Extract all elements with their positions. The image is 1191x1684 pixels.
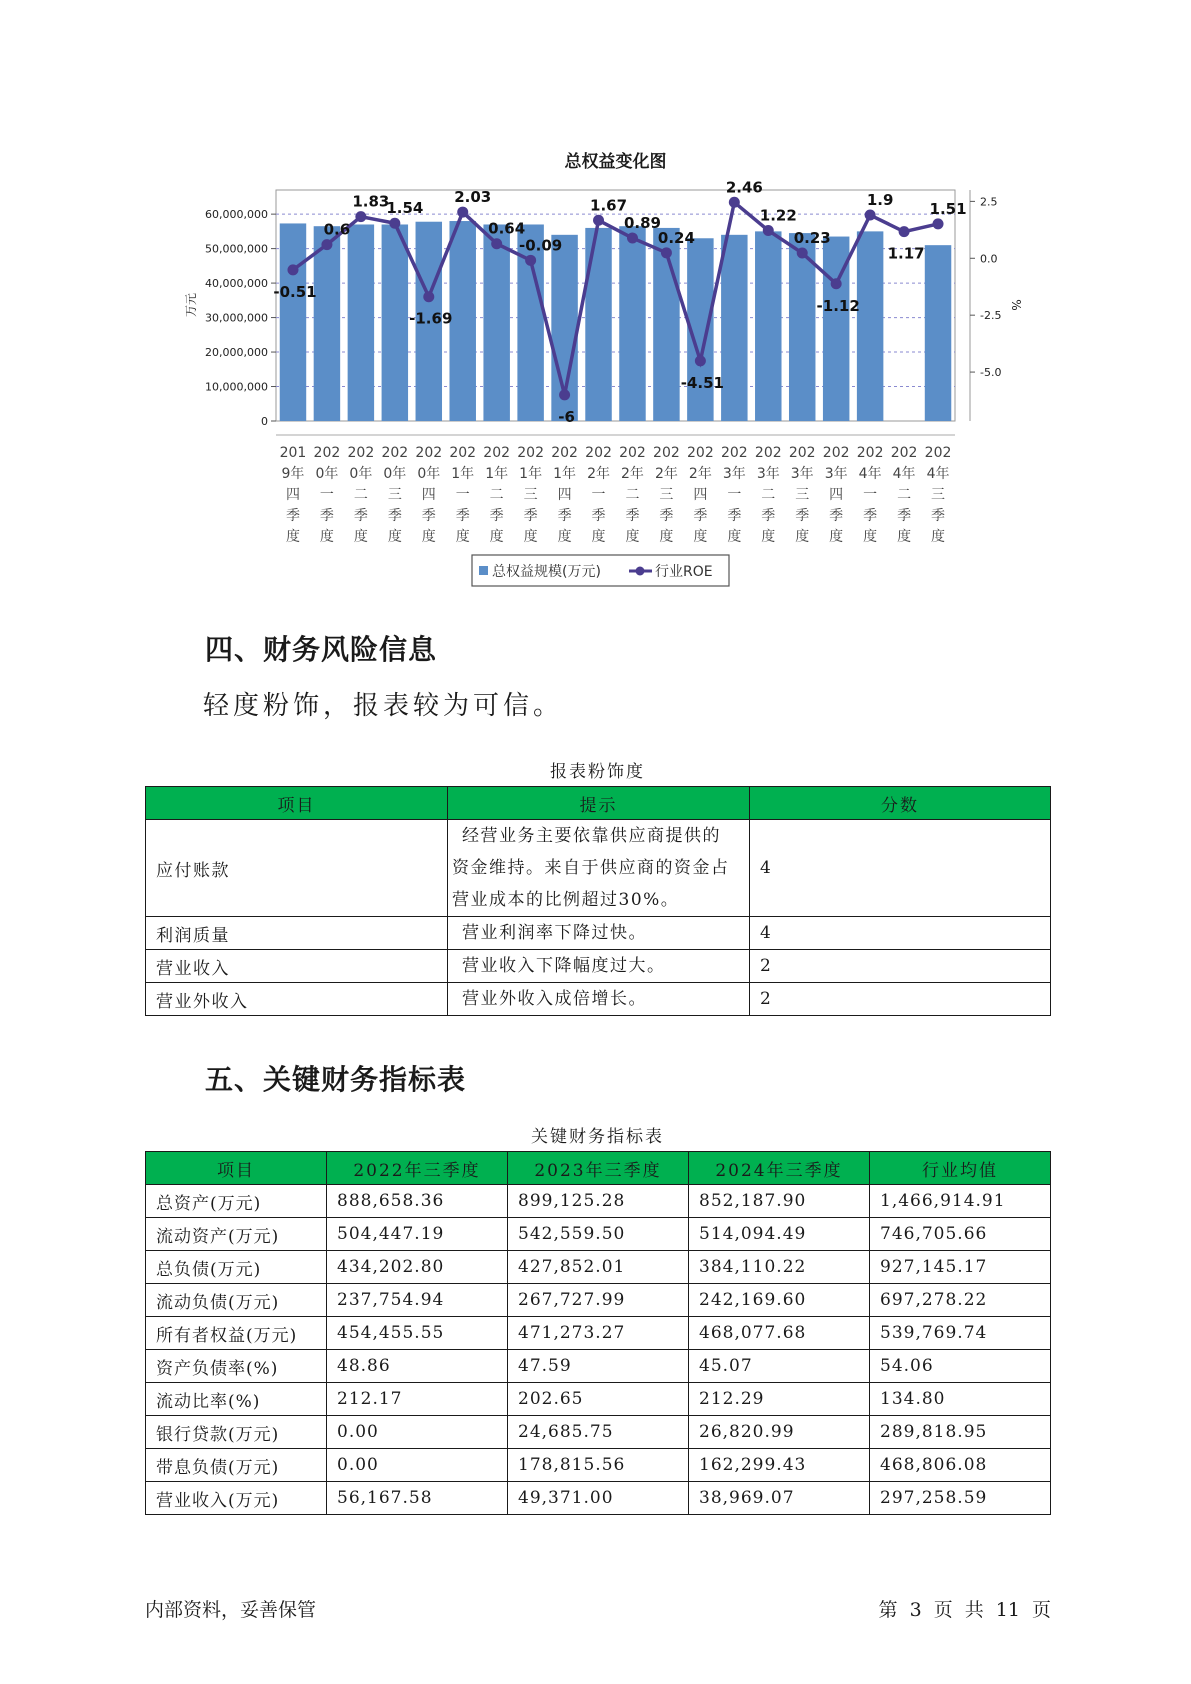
value-2024q3: 45.07	[689, 1350, 870, 1383]
risk-tip	[448, 917, 750, 950]
value-2022q3: 0.00	[327, 1449, 508, 1482]
x-tick-label: 202	[483, 445, 511, 461]
legend-line-label: 行业ROE	[655, 564, 713, 580]
equity-chart-svg	[0, 0, 1191, 600]
header-item: 项目	[146, 1152, 327, 1185]
roe-point	[797, 248, 808, 259]
roe-point	[593, 215, 604, 226]
x-tick-label: 季	[455, 508, 470, 524]
roe-point	[831, 278, 842, 289]
bar	[348, 224, 374, 421]
value-2024q3: 38,969.07	[689, 1482, 870, 1515]
roe-data-label: 1.17	[887, 244, 925, 263]
roe-data-label: 1.22	[759, 206, 797, 225]
risk-tip-line: 营业利润率下降过快。	[462, 923, 647, 943]
footer-confidential: 内部资料，妥善保管	[145, 1599, 317, 1621]
table-row	[146, 1185, 1051, 1218]
value-2024q3: 242,169.60	[689, 1284, 870, 1317]
y2-tick-label: 2.5	[980, 195, 998, 209]
roe-point	[729, 197, 740, 208]
table-row	[146, 950, 1051, 983]
value-2022q3: 888,658.36	[327, 1185, 508, 1218]
roe-point	[695, 355, 706, 366]
bar	[280, 223, 306, 421]
value-2023q3: 47.59	[508, 1350, 689, 1383]
table-row	[146, 1251, 1051, 1284]
x-tick-label: 一	[319, 487, 334, 503]
key-table-header	[146, 1152, 1051, 1185]
x-tick-label: 度	[557, 529, 572, 545]
value-industry-avg: 297,258.59	[870, 1482, 1051, 1515]
roe-data-label: 0.23	[793, 229, 831, 248]
metric-name: 资产负债率(%)	[146, 1350, 327, 1383]
risk-tip	[448, 950, 750, 983]
bar	[382, 224, 408, 421]
x-tick-label: 202	[687, 445, 714, 461]
roe-point	[287, 264, 298, 275]
table-row	[146, 1482, 1051, 1515]
risk-item: 利润质量	[146, 917, 448, 950]
x-tick-label: 二	[353, 487, 368, 503]
x-tick-label: 一	[455, 487, 470, 503]
roe-data-label: 0.89	[623, 214, 661, 233]
y-tick-label: 60,000,000	[205, 208, 268, 222]
value-industry-avg: 134.80	[870, 1383, 1051, 1416]
table-row	[146, 917, 1051, 950]
value-2023q3: 899,125.28	[508, 1185, 689, 1218]
x-tick-label: 4年	[926, 466, 950, 482]
roe-point	[389, 218, 400, 229]
metric-name: 总负债(万元)	[146, 1251, 327, 1284]
header-tip: 提示	[448, 787, 750, 820]
value-2022q3: 454,455.55	[327, 1317, 508, 1350]
x-tick-label: 一	[863, 487, 878, 503]
value-2022q3: 0.00	[327, 1416, 508, 1449]
bar	[483, 224, 509, 421]
roe-data-label: 2.03	[454, 188, 492, 207]
x-tick-label: 四	[285, 487, 300, 503]
x-tick-label: 一	[591, 487, 606, 503]
roe-point	[661, 247, 672, 258]
table-row	[146, 1449, 1051, 1482]
x-tick-label: 0年	[383, 466, 407, 482]
x-tick-label: 季	[761, 508, 776, 524]
roe-data-label: 2.46	[725, 178, 763, 197]
risk-score: 4	[750, 917, 1051, 950]
x-tick-label: 202	[856, 445, 884, 461]
x-tick-label: 度	[285, 529, 300, 545]
bar	[585, 228, 611, 421]
x-tick-label: 度	[353, 529, 368, 545]
x-tick-label: 度	[319, 529, 334, 545]
value-2024q3: 212.29	[689, 1383, 870, 1416]
x-tick-label: 四	[557, 487, 572, 503]
x-tick-label: 4年	[892, 466, 916, 482]
roe-point	[627, 233, 638, 244]
x-tick-label: 0年	[315, 466, 339, 482]
roe-point	[933, 218, 944, 229]
roe-point	[865, 210, 876, 221]
x-tick-label: 季	[285, 508, 300, 524]
roe-data-label: -6	[558, 407, 575, 426]
metric-name: 流动资产(万元)	[146, 1218, 327, 1251]
value-2024q3: 468,077.68	[689, 1317, 870, 1350]
header-2024q3: 2024年三季度	[689, 1152, 870, 1185]
x-tick-label: 1年	[519, 466, 543, 482]
roe-point	[899, 226, 910, 237]
key-financial-table	[145, 1151, 1051, 1515]
legend-bar-swatch	[479, 566, 488, 575]
table-row	[146, 1350, 1051, 1383]
x-tick-label: 四	[829, 487, 844, 503]
x-tick-label: 1年	[485, 466, 509, 482]
x-tick-label: 季	[421, 508, 436, 524]
roe-point	[559, 389, 570, 400]
x-tick-label: 202	[585, 445, 612, 461]
x-tick-label: 9年	[281, 466, 305, 482]
roe-data-label: -1.12	[816, 296, 860, 315]
x-tick-label: 三	[387, 487, 402, 503]
table-row	[146, 1284, 1051, 1317]
x-tick-label: 3年	[722, 466, 746, 482]
risk-tip-line: 营业收入下降幅度过大。	[462, 956, 666, 976]
x-tick-label: 季	[931, 508, 946, 524]
x-tick-label: 202	[517, 445, 544, 461]
x-tick-label: 二	[489, 487, 504, 503]
x-tick-label: 季	[557, 508, 572, 524]
roe-data-label: 0.24	[657, 228, 695, 247]
legend-line-marker	[636, 567, 645, 576]
x-tick-label: 三	[931, 487, 946, 503]
x-tick-label: 二	[625, 487, 640, 503]
x-tick-label: 季	[693, 508, 708, 524]
value-2023q3: 542,559.50	[508, 1218, 689, 1251]
x-tick-label: 度	[489, 529, 504, 545]
roe-point	[763, 225, 774, 236]
value-industry-avg: 468,806.08	[870, 1449, 1051, 1482]
roe-data-label: 1.54	[386, 199, 424, 218]
risk-tip-line: 经营业务主要依靠供应商提供的	[462, 826, 721, 846]
roe-point	[423, 291, 434, 302]
bar	[619, 226, 645, 421]
x-tick-label: 度	[761, 529, 776, 545]
x-tick-label: 2年	[654, 466, 678, 482]
x-tick-label: 季	[863, 508, 878, 524]
x-tick-label: 二	[897, 487, 912, 503]
bar	[925, 245, 951, 421]
metric-name: 营业收入(万元)	[146, 1482, 327, 1515]
footer-page-number: 第 3 页 共 11 页	[878, 1599, 1051, 1621]
x-tick-label: 201	[279, 445, 307, 461]
y-tick-label: 10,000,000	[205, 380, 268, 394]
table-row	[146, 1218, 1051, 1251]
x-tick-label: 三	[795, 487, 810, 503]
risk-score: 2	[750, 983, 1051, 1016]
x-tick-label: 四	[693, 487, 708, 503]
roe-data-label: 0.64	[488, 219, 526, 238]
x-tick-label: 度	[727, 529, 742, 545]
x-tick-label: 度	[455, 529, 470, 545]
x-tick-label: 度	[421, 529, 436, 545]
x-tick-label: 202	[313, 445, 341, 461]
risk-table	[145, 786, 1051, 1016]
roe-data-label: 1.51	[929, 199, 967, 218]
bar	[857, 231, 883, 421]
risk-item: 营业收入	[146, 950, 448, 983]
roe-data-label: -0.09	[519, 236, 563, 255]
x-tick-label: 度	[931, 529, 946, 545]
y-tick-label: 30,000,000	[205, 311, 268, 325]
x-tick-label: 季	[727, 508, 742, 524]
value-2022q3: 504,447.19	[327, 1218, 508, 1251]
x-tick-label: 2年	[587, 466, 610, 482]
bar	[721, 235, 747, 421]
risk-score: 2	[750, 950, 1051, 983]
x-tick-label: 202	[822, 445, 850, 461]
bar	[755, 231, 781, 421]
bar	[449, 221, 475, 421]
bar	[314, 226, 340, 421]
x-tick-label: 4年	[858, 466, 882, 482]
x-tick-label: 202	[619, 445, 646, 461]
x-tick-label: 202	[653, 445, 680, 461]
y-tick-label: 20,000,000	[205, 346, 268, 360]
risk-item: 应付账款	[146, 820, 448, 917]
risk-tip-line: 资金维持。来自于供应商的资金占	[452, 858, 730, 878]
x-tick-label: 1年	[451, 466, 475, 482]
risk-tip	[448, 820, 750, 917]
x-tick-label: 202	[754, 445, 782, 461]
roe-data-label: 1.83	[352, 192, 390, 211]
x-tick-label: 1年	[553, 466, 577, 482]
value-industry-avg: 289,818.95	[870, 1416, 1051, 1449]
header-score: 分数	[750, 787, 1051, 820]
roe-data-label: -4.51	[680, 373, 724, 392]
value-2024q3: 852,187.90	[689, 1185, 870, 1218]
table-row	[146, 1416, 1051, 1449]
section5-title: 五、关键财务指标表	[205, 1063, 467, 1096]
x-tick-label: 四	[421, 487, 436, 503]
value-2023q3: 24,685.75	[508, 1416, 689, 1449]
key-table-caption: 关键财务指标表	[531, 1127, 664, 1147]
risk-tip-line: 营业成本的比例超过30%。	[452, 890, 680, 910]
x-tick-label: 3年	[790, 466, 814, 482]
x-tick-label: 季	[625, 508, 640, 524]
x-tick-label: 度	[625, 529, 640, 545]
value-industry-avg: 1,466,914.91	[870, 1185, 1051, 1218]
value-2022q3: 48.86	[327, 1350, 508, 1383]
risk-summary: 轻度粉饰，报表较为可信。	[203, 691, 564, 721]
roe-data-label: 0.6	[323, 220, 351, 239]
x-tick-label: 3年	[824, 466, 848, 482]
roe-data-label: -0.51	[273, 282, 317, 301]
x-tick-label: 季	[353, 508, 368, 524]
value-2023q3: 427,852.01	[508, 1251, 689, 1284]
x-tick-label: 0年	[349, 466, 373, 482]
legend-bar-label: 总权益规模(万元)	[492, 564, 601, 580]
value-2024q3: 26,820.99	[689, 1416, 870, 1449]
x-tick-label: 度	[829, 529, 844, 545]
risk-tip	[448, 983, 750, 1016]
value-2022q3: 56,167.58	[327, 1482, 508, 1515]
metric-name: 所有者权益(万元)	[146, 1317, 327, 1350]
x-tick-label: 度	[523, 529, 538, 545]
x-tick-label: 202	[449, 445, 477, 461]
x-tick-label: 季	[319, 508, 334, 524]
x-tick-label: 季	[829, 508, 844, 524]
roe-data-label: 1.9	[866, 191, 894, 210]
value-2023q3: 49,371.00	[508, 1482, 689, 1515]
value-2023q3: 202.65	[508, 1383, 689, 1416]
x-tick-label: 3年	[756, 466, 780, 482]
x-tick-label: 度	[591, 529, 606, 545]
header-2022q3: 2022年三季度	[327, 1152, 508, 1185]
value-industry-avg: 54.06	[870, 1350, 1051, 1383]
x-tick-label: 季	[489, 508, 504, 524]
value-industry-avg: 697,278.22	[870, 1284, 1051, 1317]
y-tick-label: 50,000,000	[205, 242, 268, 256]
value-2024q3: 384,110.22	[689, 1251, 870, 1284]
chart-title: 总权益变化图	[564, 152, 667, 172]
x-tick-label: 三	[523, 487, 538, 503]
x-tick-label: 度	[863, 529, 878, 545]
x-tick-label: 202	[347, 445, 375, 461]
risk-table-caption: 报表粉饰度	[550, 762, 645, 782]
metric-name: 流动比率(%)	[146, 1383, 327, 1416]
value-2024q3: 162,299.43	[689, 1449, 870, 1482]
header-2023q3: 2023年三季度	[508, 1152, 689, 1185]
metric-name: 银行贷款(万元)	[146, 1416, 327, 1449]
risk-item: 营业外收入	[146, 983, 448, 1016]
x-tick-label: 202	[890, 445, 918, 461]
y-tick-label: 40,000,000	[205, 277, 268, 291]
roe-data-label: -1.69	[409, 309, 453, 328]
value-industry-avg: 539,769.74	[870, 1317, 1051, 1350]
x-tick-label: 二	[761, 487, 776, 503]
x-tick-label: 202	[551, 445, 578, 461]
x-tick-label: 202	[415, 445, 443, 461]
x-tick-label: 度	[659, 529, 674, 545]
table-row	[146, 983, 1051, 1016]
value-2022q3: 212.17	[327, 1383, 508, 1416]
table-row	[146, 820, 1051, 917]
roe-data-label: 1.67	[590, 196, 628, 215]
value-2022q3: 434,202.80	[327, 1251, 508, 1284]
table-row	[146, 1317, 1051, 1350]
x-tick-label: 2年	[621, 466, 644, 482]
x-tick-label: 202	[381, 445, 409, 461]
x-tick-label: 2年	[688, 466, 712, 482]
roe-point	[321, 239, 332, 250]
y2-axis-label: %	[1009, 299, 1023, 311]
x-tick-label: 季	[523, 508, 538, 524]
y-tick-label: 0	[261, 415, 268, 428]
metric-name: 流动负债(万元)	[146, 1284, 327, 1317]
y2-tick-label: 0.0	[980, 252, 998, 266]
roe-point	[525, 255, 536, 266]
x-tick-label: 一	[727, 487, 742, 503]
value-2022q3: 237,754.94	[327, 1284, 508, 1317]
metric-name: 总资产(万元)	[146, 1185, 327, 1218]
value-2024q3: 514,094.49	[689, 1218, 870, 1251]
header-industry-avg: 行业均值	[870, 1152, 1051, 1185]
roe-point	[491, 238, 502, 249]
x-tick-label: 季	[795, 508, 810, 524]
section4-title: 四、财务风险信息	[205, 633, 438, 666]
value-industry-avg: 746,705.66	[870, 1218, 1051, 1251]
header-item: 项目	[146, 787, 448, 820]
x-tick-label: 202	[924, 445, 952, 461]
x-tick-label: 0年	[417, 466, 441, 482]
x-tick-label: 202	[720, 445, 748, 461]
y2-tick-label: -2.5	[980, 309, 1002, 323]
x-tick-label: 季	[659, 508, 674, 524]
value-2023q3: 471,273.27	[508, 1317, 689, 1350]
y-axis-label: 万元	[184, 292, 198, 318]
x-tick-label: 三	[659, 487, 674, 503]
x-tick-label: 度	[693, 529, 708, 545]
metric-name: 带息负债(万元)	[146, 1449, 327, 1482]
roe-point	[457, 207, 468, 218]
x-tick-label: 度	[387, 529, 402, 545]
y2-tick-label: -5.0	[980, 366, 1002, 380]
risk-tip-line: 营业外收入成倍增长。	[462, 989, 647, 1009]
risk-score: 4	[750, 820, 1051, 917]
table-row	[146, 1383, 1051, 1416]
risk-table-header	[146, 787, 1051, 820]
value-industry-avg: 927,145.17	[870, 1251, 1051, 1284]
x-tick-label: 季	[591, 508, 606, 524]
x-tick-label: 202	[788, 445, 816, 461]
value-2023q3: 267,727.99	[508, 1284, 689, 1317]
x-tick-label: 季	[387, 508, 402, 524]
x-tick-label: 季	[897, 508, 912, 524]
equity-chart	[0, 0, 1191, 600]
value-2023q3: 178,815.56	[508, 1449, 689, 1482]
x-tick-label: 度	[897, 529, 912, 545]
roe-point	[355, 211, 366, 222]
x-tick-label: 度	[795, 529, 810, 545]
